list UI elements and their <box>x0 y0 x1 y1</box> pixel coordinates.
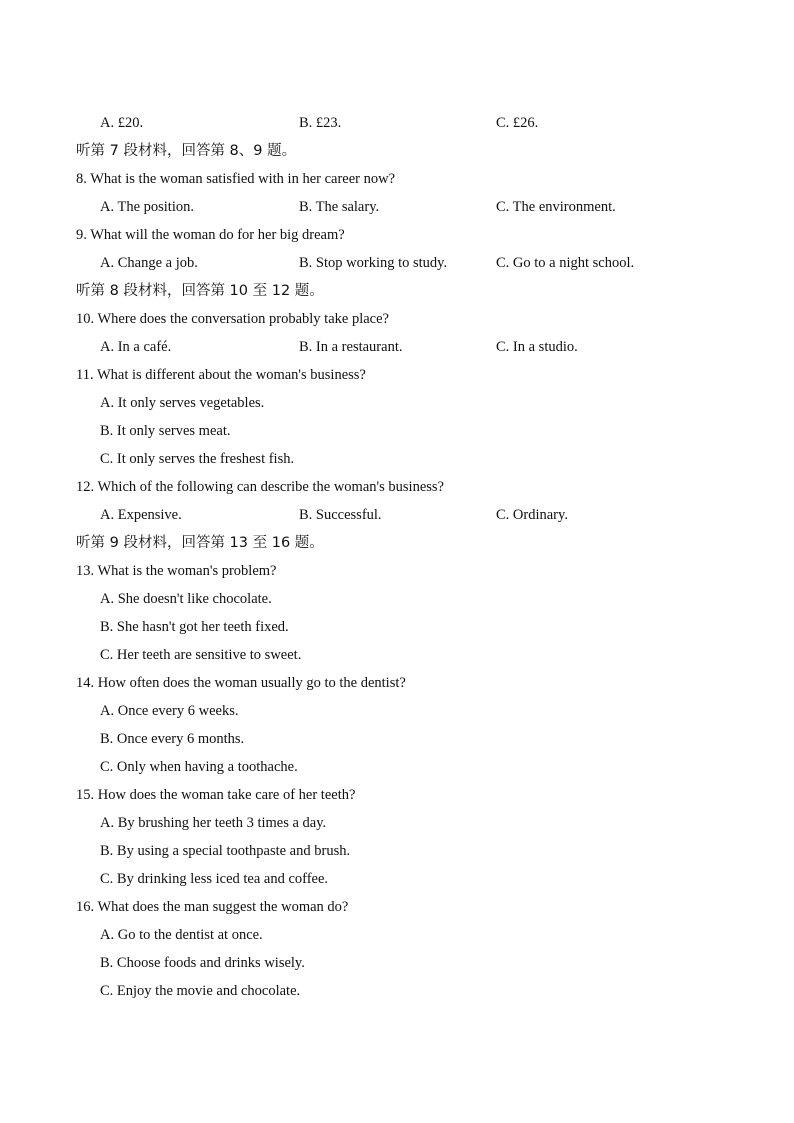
q9-option-b: B. Stop working to study. <box>299 255 448 271</box>
q9-option-a: A. Change a job. <box>100 255 198 271</box>
q13-option-c: C. Her teeth are sensitive to sweet. <box>100 647 302 663</box>
q15-option-a: A. By brushing her teeth 3 times a day. <box>100 815 327 831</box>
q11-option-a: A. It only serves vegetables. <box>100 395 265 411</box>
q16-option-c: C. Enjoy the movie and chocolate. <box>100 983 301 999</box>
q7-option-b: B. £23. <box>299 115 342 131</box>
q7-option-a: A. £20. <box>100 115 144 131</box>
q11-option-b: B. It only serves meat. <box>100 423 231 439</box>
q13-option-b: B. She hasn't got her teeth fixed. <box>100 619 289 635</box>
question-10-stem: 10. Where does the conversation probably take place? <box>76 311 389 327</box>
section-heading-7: 听第 7 段材料，回答第 8、9 题。 <box>76 143 297 159</box>
question-12-stem: 12. Which of the following can describe the woman's business? <box>76 479 444 495</box>
q16-option-a: A. Go to the dentist at once. <box>100 927 263 943</box>
question-9-stem: 9. What will the woman do for her big dream? <box>76 227 345 243</box>
q14-option-a: A. Once every 6 weeks. <box>100 703 239 719</box>
q8-option-a: A. The position. <box>100 199 194 215</box>
question-11-stem: 11. What is different about the woman's business? <box>76 367 366 383</box>
question-16-stem: 16. What does the man suggest the woman do? <box>76 899 349 915</box>
question-14-stem: 14. How often does the woman usually go to the dentist? <box>76 675 406 691</box>
q12-option-b: B. Successful. <box>299 507 382 523</box>
q8-option-b: B. The salary. <box>299 199 380 215</box>
q12-option-c: C. Ordinary. <box>496 507 568 523</box>
question-15-stem: 15. How does the woman take care of her teeth? <box>76 787 356 803</box>
q13-option-a: A. She doesn't like chocolate. <box>100 591 272 607</box>
section-heading-8: 听第 8 段材料，回答第 10 至 12 题。 <box>76 283 324 299</box>
q16-option-b: B. Choose foods and drinks wisely. <box>100 955 305 971</box>
q8-option-c: C. The environment. <box>496 199 616 215</box>
q11-option-c: C. It only serves the freshest fish. <box>100 451 295 467</box>
q12-option-a: A. Expensive. <box>100 507 182 523</box>
q15-option-c: C. By drinking less iced tea and coffee. <box>100 871 329 887</box>
question-13-stem: 13. What is the woman's problem? <box>76 563 277 579</box>
q9-option-c: C. Go to a night school. <box>496 255 635 271</box>
section-heading-9: 听第 9 段材料，回答第 13 至 16 题。 <box>76 535 324 551</box>
q10-option-a: A. In a café. <box>100 339 172 355</box>
q7-option-c: C. £26. <box>496 115 539 131</box>
q15-option-b: B. By using a special toothpaste and brush. <box>100 843 351 859</box>
question-8-stem: 8. What is the woman satisfied with in her career now? <box>76 171 396 187</box>
q10-option-b: B. In a restaurant. <box>299 339 403 355</box>
q14-option-c: C. Only when having a toothache. <box>100 759 298 775</box>
q10-option-c: C. In a studio. <box>496 339 578 355</box>
q14-option-b: B. Once every 6 months. <box>100 731 245 747</box>
